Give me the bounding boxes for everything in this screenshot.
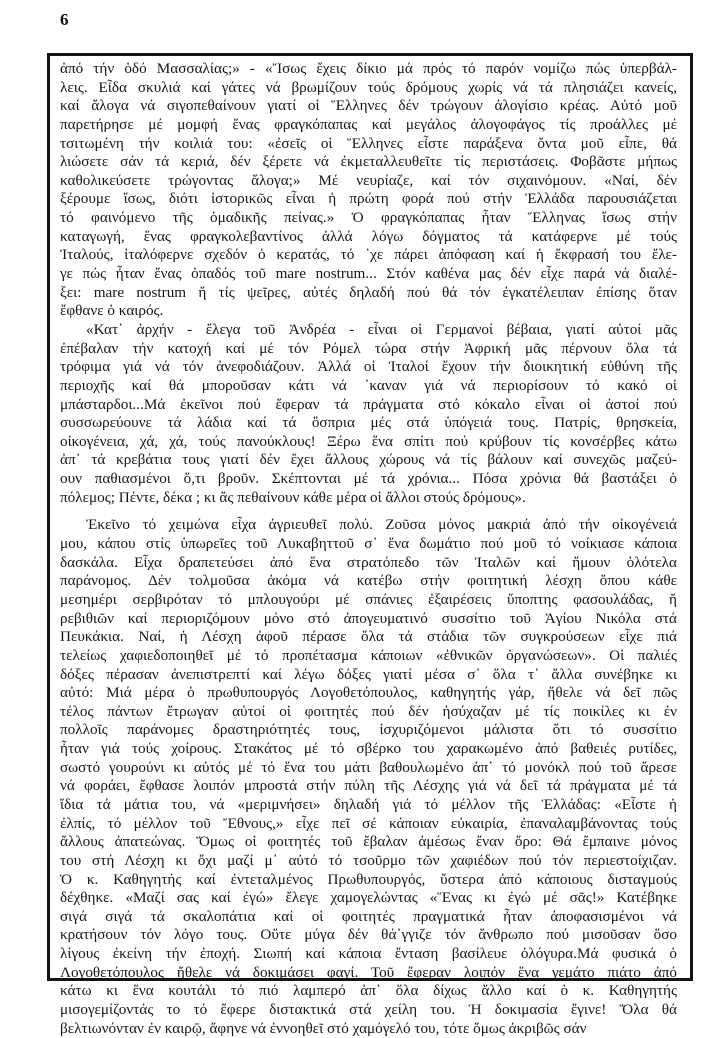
text-line: πολλοῖς παράνομες δραστηριότητές τους, ἰσχυριζόμενοι μάλιστα ὅτι τό συσσίτιο <box>60 721 677 739</box>
body-text <box>60 60 677 1038</box>
text-line: τό φαινόμενο τῆς ὁμαδικῆς πείνας.» Ὁ φραγκόπαπας ἦταν Ἕλληνας ἴσως στήν <box>60 209 677 227</box>
text-line: αὐτό: Μιά μέρα ὁ πρωθυπουργός Λογοθετόπουλος, καθηγητής γάρ, ἤθελε νά δεῖ πῶς <box>60 684 677 702</box>
text-line: νά φοράει, ἔφθασε λοιπόν μπροστά στήν πύλη τῆς Λέσχης γιά νά δεῖ τά πράγματα μέ τά <box>60 777 677 795</box>
text-line: «Κατ᾽ ἀρχήν - ἔλεγα τοῦ Ἀνδρέα - εἶναι οἱ Γερμανοί βέβαια, γιατί αὐτοί μᾶς <box>86 320 677 338</box>
text-line: τσιτωμένη τήν κοιλιά του: «ἐσεῖς οἱ Ἕλληνες εἶστε παράξενα ὄντα μοῦ εἶπε, θά <box>60 134 677 152</box>
text-line: τέλος πάντων ἔτρωγαν αὐτοί οἱ φοιτητές πού δέν ἡσύχαζαν μέ τίς ποικίλες κι ἐν <box>60 702 677 720</box>
paragraph-1 <box>60 60 677 321</box>
text-line: κρατήσουν τόν λόγο τους. Οὔτε μύγα δέν θά᾽γγιζε τόν ἄνθρωπο πού μισοῦσαν ὅσο <box>60 926 677 944</box>
text-line: μου, κάπου στίς ὑπωρεῖες τοῦ Λυκαβηττοῦ σ᾽ ἕνα δωμάτιο πού μοῦ τό νοίκιασε κάποια <box>60 535 677 553</box>
text-line: δασκάλα. Εἶχα δραπετεύσει ἀπό ἕνα στρατόπεδο τῶν Ἰταλῶν καί ἤμουν ὁλότελα <box>60 553 677 571</box>
text-line: ἀπό τήν ὁδό Μασσαλίας;» - «Ἴσως ἔχεις δίκιο μά πρός τό παρόν νομίζω πώς ὑπερβάλ- <box>60 60 677 77</box>
text-line: τελείως χαφιεδοποιηθεῖ μέ τό προπέτασμα κάποιων «ἐθνικῶν ὀργανώσεων». Οἱ παλιές <box>60 646 677 664</box>
text-line: βελτιωνόνταν ἐν καιρῷ, ἄφηνε νά ἐννοηθεῖ στό χαμόγελό του, τότε ὅμως ἀκριβῶς σάν <box>60 1019 587 1037</box>
text-line: μεσημέρι σερβιρόταν τό μπλουγούρι μέ σπάνιες ἐξαιρέσεις ὕποπτης φασουλάδας, ἤ <box>60 590 677 608</box>
text-line: δόξες πέρασαν ἀνεπιστρεπτί καί λέγω δόξες γιατί μέσα σ᾽ ὅλα τ᾽ ἄλλα συνέβηκε κι <box>60 665 677 683</box>
text-line: συσσωρεύουνε τά λάδια καί τά ὄσπρια μές στά ὑπόγειά τους. Πατρίς, θρησκεία, <box>60 414 677 432</box>
text-line: καταγωγή, ἕνας φραγκολεβαντίνος ἀλλά λόγω δόγματος τά κατάφερνε μέ τούς <box>60 227 677 245</box>
text-line: παρετήρησε μέ μομφή ἕνας φραγκόπαπας καί μεγάλος ἀλογοφάγος τίς προάλλες μέ <box>60 115 677 133</box>
text-line: δέχθηκε. «Μαζί σας καί ἐγώ» ἔλεγε χαμογελώντας «Ἕνας κι ἐγώ μέ σᾶς!» Κατέβηκε <box>60 889 677 907</box>
text-line: Πευκάκια. Ναί, ἡ Λέσχη ἀφοῦ πέρασε ὅλα τά στάδια τῶν συγκρούσεων εἶχε πιά <box>60 628 677 646</box>
text-line: ἴδια τά μάτια του, νά «μεριμνήσει» δηλαδή γιά τό μέλλον τῆς Ἑλλάδας: «Εἶστε ἡ <box>60 795 677 813</box>
text-line: οἰκογένεια, χά, χά, τούς πανούκλους! Ξέρω ἕνα σπίτι πού κρύβουν τίς κονσέρβες κάτω <box>60 432 677 450</box>
text-line: Ἰταλούς, ἰταλόφερνε σχεδόν ὁ κερατάς, τό ᾽χε πάρει ἀπόφαση καί ἡ ἔκφρασή του ἔλε- <box>60 246 677 264</box>
text-line: ἐλπίς, τό μέλλον τοῦ Ἔθνους,» εἶχε πεῖ σέ κάποιαν εὐκαιρία, ἐπαναλαμβάνοντας τούς <box>60 814 677 832</box>
paragraph-2 <box>60 321 677 507</box>
text-line: μισογεμίζοντάς το τό ἔφερε διστακτικά στά χείλη του. Ἡ δοκιμασία ἔγινε! Ὅλα θά <box>60 1001 677 1019</box>
text-line: ἄλλους ἀπατεώνας. Ὅμως οἱ φοιτητές τοῦ ἔβαλαν ἀμέσως ἕναν ὅρο: Θά ἔμπαινε μόνος <box>60 833 677 851</box>
text-line: παράνομος. Δέν τολμοῦσα ἀκόμα νά κατέβω στήν φοιτητική λέσχη ὅπου κάθε <box>60 572 677 590</box>
text-line: ρεβιθιῶν καί περιοριζόμουν μόνο στό ἀπογευματινό συσσίτιο τοῦ Ἁγίου Νικόλα στά <box>60 609 677 627</box>
text-line: καί ἄλογα νά σιγοπεθαίνουν γιατί οἱ Ἕλληνες δέν τρώγουν ἀλογίσιο κρέας. Αὐτό μοῦ <box>60 97 677 115</box>
text-line: καθολικεύσετε τρώγοντας ἄλογα;» Μέ νευρίαζε, καί τόν σιχαινόμουν. «Ναί, δέν <box>60 171 677 189</box>
text-line: Ἐκεῖνο τό χειμώνα εἶχα ἀγριευθεῖ πολύ. Ζοῦσα μόνος μακριά ἀπό τήν οἰκογένειά <box>86 516 677 534</box>
paragraph-gap <box>60 507 677 516</box>
text-line: μπάσταρδοι...Μά ἐκεῖνοι πού ἔφεραν τά πράγματα στό κόκαλο εἶναι οἱ ἀστοί πού <box>60 395 677 413</box>
text-line: πόλεμος; Πέντε, δέκα ; κι ἄς πεθαίνουν κάθε μέρα οἱ ἄλλοι στούς δρόμους». <box>60 488 526 506</box>
text-line: κάτω κι ἕνα κουτάλι τό πιό λαμπερό ἀπ᾽ ὅλα δίχως ἄλλο καί ὁ κ. Καθηγητής <box>60 982 677 1000</box>
text-line: λιώσετε σάν τά κεριά, δέν ξέρετε νά ἐκμεταλλευθεῖτε τίς περιστάσεις. Φοβᾶστε μήπως <box>60 153 677 171</box>
text-line: ξει: mare nostrum ἤ τίς ψεῖρες, αὐτές δηλαδή πού θά τόν ἐγκατέλειπαν ἐπίσης ὅταν <box>60 283 677 301</box>
text-line: του στή Λέσχη κι ὄχι μαζί μ᾽ αὐτό τό τσοῦρμο τῶν χαφιέδων πού τόν περιεστοίχιζαν. <box>60 851 677 869</box>
text-line: λεις. Εἶδα σκυλιά καί γάτες νά βρωμίζουν τούς δρόμους χωρίς νά τά πλησιάζει κανείς, <box>60 78 677 96</box>
page-number: 6 <box>60 10 69 29</box>
text-line: τρόφιμα γιά νά τόν ἀνεφοδιάζουν. Ἀλλά οἱ Ἰταλοί ἔχουν τήν διοικητική εὐθύνη τῆς <box>60 358 677 376</box>
text-line: ἐπέβαλαν τήν κατοχή καί μέ τόν Ρόμελ τώρα στήν Ἀφρική μᾶς πέρνουν ὅλα τά <box>60 339 677 357</box>
text-line: ἀπ᾽ τά κρεβάτια τους γιατί δέν ἔχει ἄλλους χώρους νά τίς βάλουν καί συνεχῶς μαζεύ- <box>60 451 677 469</box>
text-line: ἦταν γιά τούς χοίρους. Στακάτος μέ τό σβέρκο του χαρακωμένο ἀπό βαθειές ρυτίδες, <box>60 740 677 758</box>
text-line: ξέρουμε ἴσως, διότι ἱστορικῶς εἶναι ἡ πρώτη φορά πού στήν Ἑλλάδα παρουσιάζεται <box>60 190 677 208</box>
text-line: Λογοθετόπουλος ἤθελε νά δοκιμάσει φαγί. Τοῦ ἔφεραν λοιπόν ἕνα γεμάτο πιάτο ἀπό <box>60 963 677 981</box>
paragraph-3 <box>60 516 677 1038</box>
text-line: λίγους ἐκείνη τήν ἐποχή. Σιωπή καί κάποια ἔνταση βασίλευε ὁλόγυρα.Μά φυσικά ὁ <box>60 945 677 963</box>
text-line: ἔφθανε ὁ καιρός. <box>60 302 164 320</box>
text-line: σιγά σιγά τά σκαλοπάτια καί οἱ φοιτητές πραγματικά ἦταν ἀποφασισμένοι νά <box>60 907 677 925</box>
text-line: περιοχῆς καί θά μποροῦσαν κάτι νά ᾽καναν γιά νά περιορίσουν τό κακό οἱ <box>60 376 677 394</box>
text-line: ουν παθιασμένοι ὅ,τι βροῦν. Σκέπτονται μέ τά χρόνια... Πόσα χρόνια θά βαστάξει ὁ <box>60 470 677 488</box>
text-line: γε πώς ἦταν ἕνας ὀπαδός τοῦ mare nostrum... Στόν καθένα μας δέν εἶχε παρά νά διαλέ- <box>60 265 677 283</box>
text-line: σωστό γουρούνι κι αὐτός μέ τό ἕνα του μάτι βαθουλωμένο ἀπ᾽ τό μονόκλ πού τοῦ ἄρεσε <box>60 758 677 776</box>
text-line: Ὁ κ. Καθηγητής καί ἐντεταλμένος Πρωθυπουργός, ὕστερα ἀπό κάποιους δισταγμούς <box>60 870 677 888</box>
